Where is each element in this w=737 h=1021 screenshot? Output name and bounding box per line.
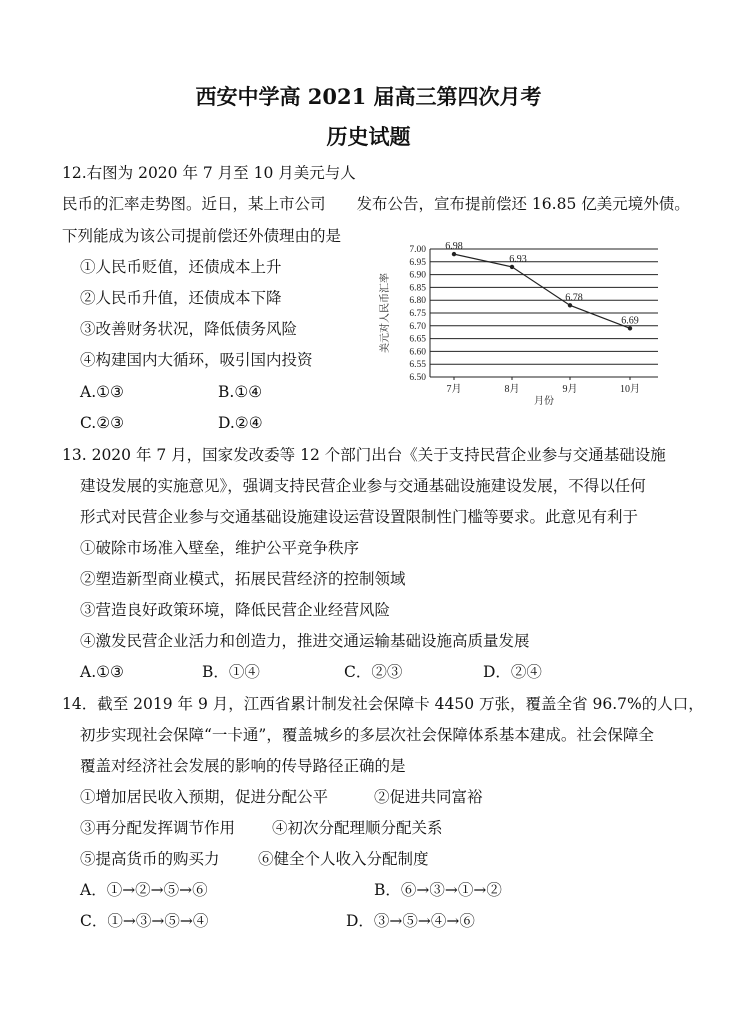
q13-choice-c: C．②③ [344,663,403,681]
q14-choice-c: C．①→③→⑤→④ [80,912,209,930]
y-tick-label: 7.00 [409,245,426,255]
y-tick-label: 6.85 [409,283,426,294]
q13-option-3: ③营造良好政策环境，降低民营企业经营风险 [80,601,391,619]
x-axis-title: 月份 [534,396,554,405]
x-tick-label: 7月 [446,384,462,395]
exam-title: 西安中学高 2021 届高三第四次月考 [195,84,542,109]
series-line [454,254,630,328]
data-point [510,265,514,269]
q12-stem-line3: 下列能成为该公司提前偿还外债理由的是 [62,227,342,245]
y-axis-title: 美元对人民币汇率 [380,273,391,353]
x-tick-label: 10月 [620,384,640,395]
q13-stem-line1: 13. 2020 年 7 月，国家发改委等 12 个部门出台《关于支持民营企业参与交通基础设施 [62,446,666,464]
y-tick-label: 6.90 [409,270,426,281]
q12-choice-b: B.①④ [218,383,263,401]
q12-choice-d: D.②④ [218,414,263,432]
q14-option-4: ④初次分配理顺分配关系 [272,819,443,837]
q13-choice-a: A.①③ [80,663,124,681]
x-tick-label: 9月 [562,384,578,395]
q14-stem-line3: 覆盖对经济社会发展的影响的传导路径正确的是 [80,757,406,775]
q13-stem-line3: 形式对民营企业参与交通基础设施建设运营设置限制性门槛等要求。此意见有利于 [80,508,639,526]
q14-stem-line1: 14．截至 2019 年 9 月，江西省累计制发社会保障卡 4450 万张，覆盖全省 96.7%的人口， [62,695,704,713]
q12-stem-line1: 12.右图为 2020 年 7 月至 10 月美元与人 [62,164,356,182]
q14-option-5: ⑤提高货币的购买力 [80,850,220,868]
y-tick-label: 6.70 [409,321,426,332]
q14-choice-d: D．③→⑤→④→⑥ [346,912,475,930]
data-label: 6.69 [621,315,639,327]
exam-subtitle: 历史试题 [326,124,411,149]
q12-option-3: ③改善财务状况，降低债务风险 [80,320,298,338]
data-label: 6.93 [509,253,527,265]
exchange-rate-chart [368,235,668,405]
q14-stem-line2: 初步实现社会保障“一卡通”，覆盖城乡的多层次社会保障体系基本建成。社会保障全 [80,726,654,744]
q12-option-1: ①人民币贬值，还债成本上升 [80,258,282,276]
q12-choice-a: A.①③ [80,383,124,401]
y-tick-label: 6.65 [409,334,426,345]
q12-choice-c: C.②③ [80,414,125,432]
y-tick-label: 6.80 [409,296,426,307]
data-point [568,303,572,307]
y-tick-label: 6.95 [409,257,426,268]
q13-option-2: ②塑造新型商业模式，拓展民营经济的控制领域 [80,570,406,588]
q14-option-1: ①增加居民收入预期，促进分配公平 [80,788,329,806]
q13-choice-d: D．②④ [483,663,542,681]
x-tick-label: 8月 [504,384,520,395]
q13-stem-line2: 建设发展的实施意见》，强调支持民营企业参与交通基础设施建设发展，不得以任何 [80,477,646,495]
q12-option-2: ②人民币升值，还债成本下降 [80,289,282,307]
y-tick-label: 6.75 [409,309,426,319]
q14-choice-a: A．①→②→⑤→⑥ [80,881,208,899]
q13-choice-b: B．①④ [202,663,260,681]
q14-choice-b: B．⑥→③→①→② [374,881,502,899]
y-tick-label: 6.55 [409,360,426,371]
q12-stem-line2: 民币的汇率走势图。近日，某上市公司 发布公告，宣布提前偿还 16.85 亿美元境外债。 [62,195,690,213]
q14-option-2: ②促进共同富裕 [374,788,483,806]
q13-option-4: ④激发民营企业活力和创造力，推进交通运输基础设施高质量发展 [80,632,530,650]
q14-option-6: ⑥健全个人收入分配制度 [258,850,429,868]
q14-option-3: ③再分配发挥调节作用 [80,819,236,837]
data-label: 6.98 [445,241,463,253]
y-tick-label: 6.50 [409,373,426,383]
y-tick-label: 6.60 [409,347,426,358]
data-point [452,252,456,256]
data-label: 6.78 [565,292,583,304]
data-point [628,326,632,330]
q13-option-1: ①破除市场准入壁垒，维护公平竞争秩序 [80,539,360,557]
q12-option-4: ④构建国内大循环，吸引国内投资 [80,351,313,369]
